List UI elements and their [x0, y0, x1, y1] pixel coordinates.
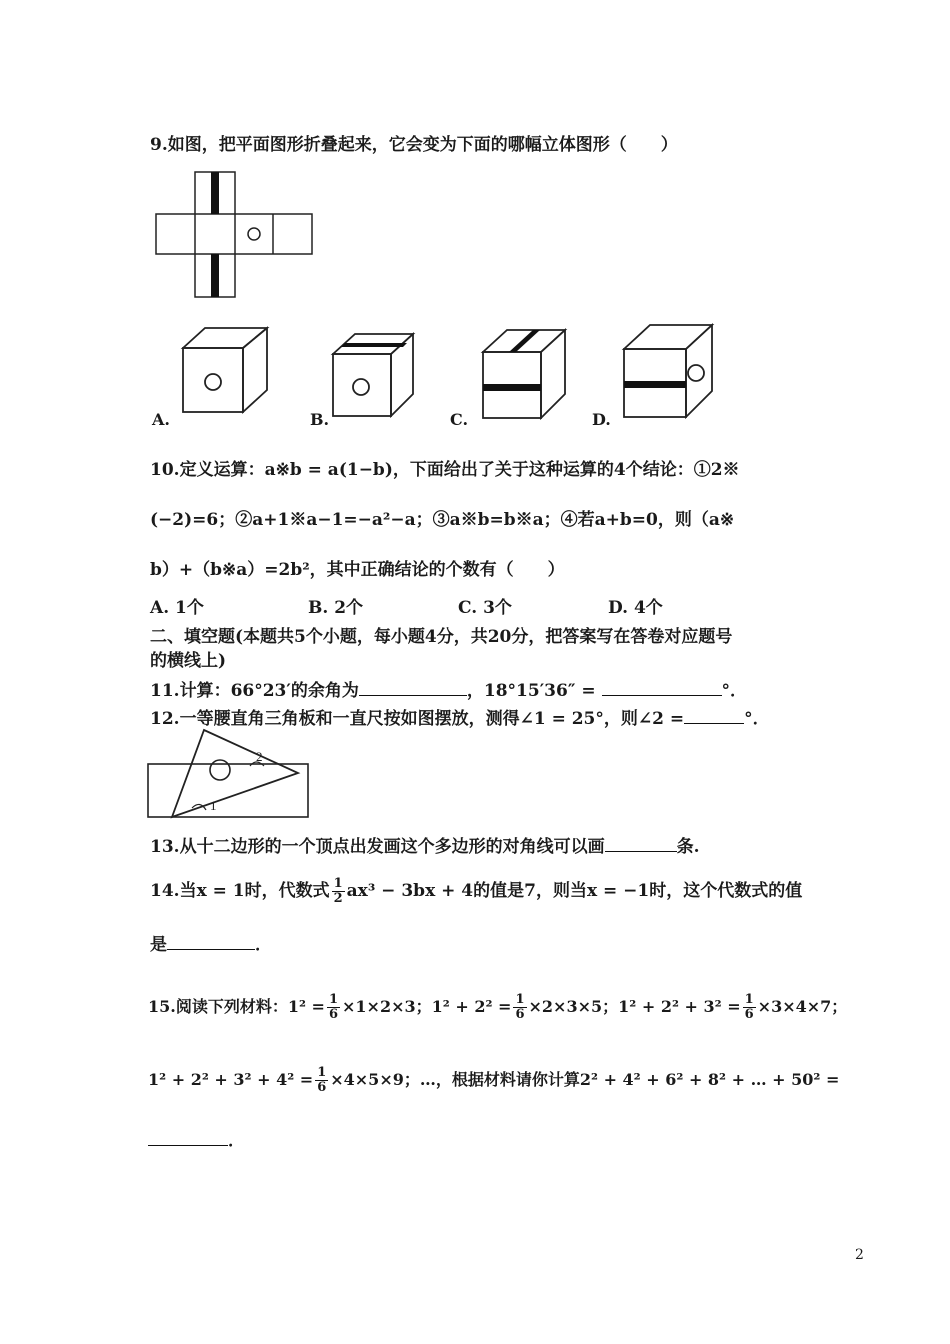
- q15-expr4-left: 1² + 2² + 3² + 4² =: [148, 1070, 314, 1089]
- section2-heading-line1: 二、填空题(本题共5个小题，每小题4分，共20分，把答案写在答卷对应题号: [150, 627, 733, 647]
- q11-line: [150, 676, 747, 701]
- q15-blank[interactable]: [148, 1145, 228, 1146]
- q14-part4: ．: [255, 935, 272, 955]
- q10-line2: (−2)=6；②a+1※a−1=−a²−a；③a※b=b※a；④若a+b=0，则（a※: [150, 510, 735, 530]
- q15-expr1-left: 1² =: [287, 997, 325, 1016]
- q15-end: ．: [228, 1131, 245, 1151]
- q9-option-d-label: D.: [592, 410, 611, 429]
- q15-fraction-2: $\frac{1}{6}$: [515, 992, 525, 1022]
- q15-expr4-right: ×4×5×9；…，根据材料请你计算2² + 4² + 6² + 8² + … + 50² =: [330, 1070, 840, 1089]
- q13-blank[interactable]: [605, 851, 677, 852]
- q14-line1: [150, 876, 802, 906]
- q15-intro: 15.阅读下列材料：: [148, 997, 288, 1016]
- q10-line3: b）+（b※a）=2b²，其中正确结论的个数有（ ）: [150, 560, 565, 580]
- q14-part3: 是: [150, 935, 167, 955]
- angle-1-label: 1: [210, 798, 217, 813]
- q13-line: [150, 832, 700, 857]
- q13-part1: 13.从十二边形的一个顶点出发画这个多边形的对角线可以画: [150, 837, 605, 857]
- q12-part1: 12.一等腰直角三角板和一直尺按如图摆放，测得∠1 = 25°，则∠2 =: [150, 709, 685, 729]
- q12-line: [150, 704, 770, 729]
- q14-line2: [150, 930, 272, 955]
- cube-option-a: [183, 328, 269, 414]
- q12-part2: °．: [744, 709, 770, 729]
- q15-expr3-left: 1² + 2² + 3² =: [618, 997, 741, 1016]
- angle-2-label: 2: [256, 749, 263, 764]
- q15-fraction-4: $\frac{1}{6}$: [317, 1065, 327, 1095]
- q15-fraction-1: $\frac{1}{6}$: [328, 992, 339, 1022]
- q10-option-b: B. 2个: [308, 598, 364, 618]
- q15-expr3-right: ×3×4×7；: [757, 997, 848, 1016]
- q15-expr2-right: ×2×3×5；: [528, 997, 619, 1016]
- q10-option-d: D. 4个: [608, 598, 663, 618]
- q11-part2: ，18°15′36″ =: [466, 681, 596, 701]
- q11-part3: °．: [721, 681, 748, 701]
- q9-text: 9.如图，把平面图形折叠起来，它会变为下面的哪幅立体图形（ ）: [150, 135, 678, 155]
- q15-line1: [148, 993, 847, 1022]
- q9-option-b-label: B.: [310, 410, 330, 429]
- triangle-ruler-figure: [148, 728, 312, 820]
- cube-option-c: [483, 330, 567, 420]
- cube-net-figure: [156, 172, 312, 297]
- q15-line2: [148, 1066, 839, 1095]
- q14-blank[interactable]: [167, 949, 255, 950]
- q14-part2: ax³ − 3bx + 4的值是7，则当x = −1时，这个代数式的值: [346, 881, 803, 901]
- q10-option-a: A. 1个: [150, 598, 204, 618]
- q10-line1: 10.定义运算：a※b = a(1−b)，下面给出了关于这种运算的4个结论：①2※: [150, 460, 740, 480]
- q13-part2: 条.: [676, 837, 700, 857]
- q14-fraction: $\frac{1}{2}$: [333, 876, 343, 906]
- page-number: 2: [855, 1247, 864, 1263]
- q11-blank-1[interactable]: [359, 695, 467, 696]
- q15-line3: [148, 1126, 245, 1151]
- q15-fraction-3: $\frac{1}{6}$: [744, 992, 754, 1022]
- q15-expr1-right: ×1×2×3；: [342, 997, 432, 1016]
- section2-heading-line2: 的横线上): [150, 651, 227, 671]
- q14-part1: 14.当x = 1时，代数式: [150, 881, 330, 901]
- q11-blank-2[interactable]: [602, 695, 722, 696]
- q11-part1: 11.计算：66°23′的余角为: [150, 681, 359, 701]
- q10-option-c: C. 3个: [458, 598, 512, 618]
- q9-option-a-label: A.: [152, 410, 170, 429]
- q15-expr2-left: 1² + 2² =: [431, 997, 512, 1016]
- q12-blank[interactable]: [684, 723, 744, 724]
- q9-option-c-label: C.: [450, 410, 469, 429]
- cube-option-b: [333, 334, 415, 418]
- cube-option-d: [624, 325, 714, 419]
